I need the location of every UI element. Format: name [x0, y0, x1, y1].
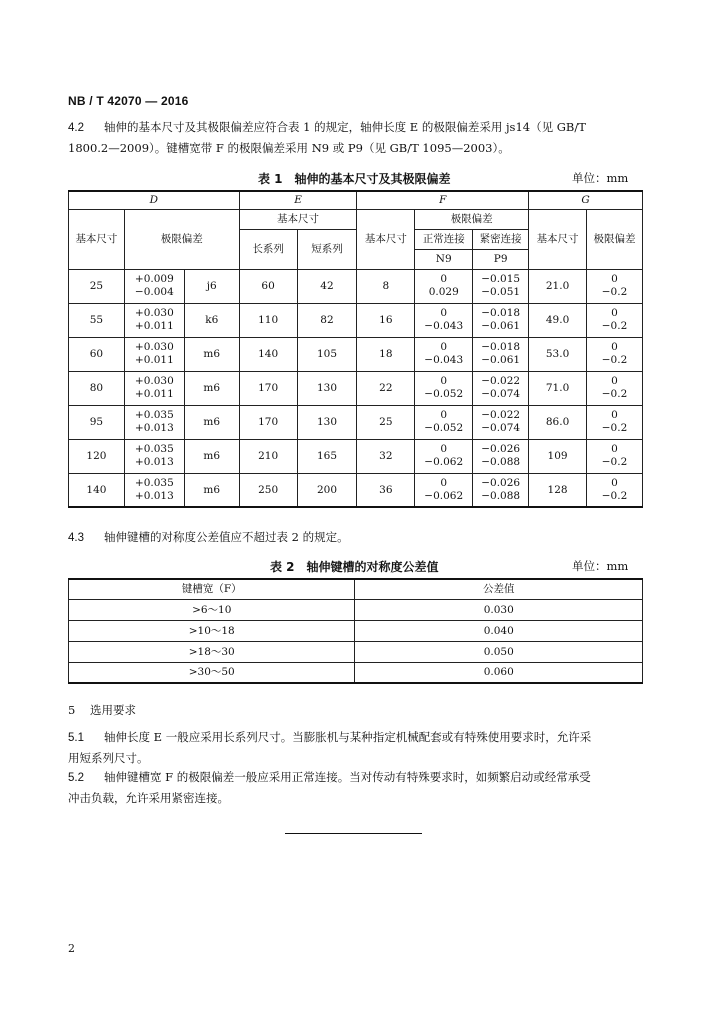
n9-deviation-cell: [415, 337, 473, 371]
end-rule: [285, 833, 422, 834]
header-g: G: [581, 194, 590, 207]
d-deviation-cell-upper: +0.035: [134, 476, 174, 489]
clause-number: 5.1: [68, 732, 84, 744]
n9-deviation-cell-lower: −0.062: [424, 456, 464, 468]
e-short-cell: 165: [297, 439, 357, 473]
f-basic-cell: 32: [357, 439, 415, 473]
p9-deviation-cell-lower: −0.074: [481, 388, 521, 400]
n9-deviation-cell-lower: −0.043: [424, 320, 464, 332]
d-deviation-cell-lower: +0.011: [134, 388, 174, 400]
g-deviation-cell-lower: −0.2: [601, 320, 628, 332]
g-deviation-cell-lower: −0.2: [601, 422, 628, 434]
section-title-text: 选用要求: [90, 703, 136, 717]
g-deviation-cell-lower: −0.2: [601, 354, 628, 366]
d-basic-cell: 120: [69, 439, 125, 473]
d-deviation-cell-upper: +0.030: [134, 307, 174, 319]
clause-text-line2: 1800.2—2009）。键槽宽带 F 的极限偏差采用 N9 或 P9（见 GB/T 1095—2003）。: [68, 141, 510, 155]
table1: [68, 190, 643, 508]
e-short-cell: 130: [297, 371, 357, 405]
p9-deviation-cell: [473, 405, 529, 439]
table2-row: [69, 662, 643, 683]
table1-row: [69, 473, 643, 507]
table2: [68, 578, 643, 684]
header-f-basic: 基本尺寸: [357, 209, 415, 269]
header-g-basic: 基本尺寸: [529, 209, 587, 269]
e-short-cell: 82: [297, 303, 357, 337]
p9-deviation-cell-upper: −0.026: [481, 443, 521, 455]
tolerance-value: 0.060: [355, 662, 643, 683]
e-long-cell: 170: [239, 405, 297, 439]
g-deviation-cell: [587, 371, 643, 405]
keyway-width-range: >18～30: [69, 641, 355, 662]
g-deviation-cell-upper: 0: [611, 273, 618, 285]
clause-5-2: [68, 767, 646, 808]
table1-row: [69, 405, 643, 439]
g-deviation-cell-upper: 0: [611, 375, 618, 387]
n9-deviation-cell: [415, 371, 473, 405]
p9-deviation-cell-upper: −0.022: [481, 375, 521, 387]
header-f-dev: 极限偏差: [415, 209, 529, 229]
e-long-cell: 210: [239, 439, 297, 473]
d-deviation-cell: [124, 337, 184, 371]
n9-deviation-cell-upper: 0: [440, 375, 448, 387]
n9-deviation-cell-upper: 0: [440, 443, 448, 455]
clause-text-line1: 轴伸的基本尺寸及其极限偏差应符合表 1 的规定，轴伸长度 E 的极限偏差采用 js14（见 GB/T: [104, 120, 586, 134]
clause-number: 4.2: [68, 122, 84, 134]
p9-deviation-cell: [473, 269, 529, 303]
e-short-cell: 42: [297, 269, 357, 303]
table2-header-width: 键槽宽（F）: [69, 579, 355, 599]
p9-deviation-cell-upper: −0.018: [481, 341, 521, 353]
n9-deviation-cell-upper: 0: [440, 476, 448, 489]
d-basic-cell: 55: [69, 303, 125, 337]
g-deviation-cell: [587, 303, 643, 337]
d-fit-cell: m6: [184, 405, 239, 439]
p9-deviation-cell-upper: −0.022: [481, 409, 521, 421]
d-basic-cell: 95: [69, 405, 125, 439]
g-deviation-cell: [587, 473, 643, 507]
header-n9: N9: [415, 249, 473, 269]
g-basic-cell: 53.0: [529, 337, 587, 371]
p9-deviation-cell-lower: −0.061: [481, 354, 521, 366]
table1-row: [69, 269, 643, 303]
d-fit-cell: m6: [184, 439, 239, 473]
d-deviation-cell-upper: +0.035: [134, 409, 174, 421]
n9-deviation-cell-lower: −0.043: [424, 354, 464, 366]
clause-text-line1: 轴伸长度 E 一般应采用长系列尺寸。当膨胀机与某种指定机械配套或有特殊使用要求时，允许采: [104, 730, 592, 744]
n9-deviation-cell-upper: 0: [440, 341, 448, 353]
g-basic-cell: 21.0: [529, 269, 587, 303]
table2-caption: 表 2 轴伸键槽的对称度公差值: [270, 560, 439, 574]
p9-deviation-cell: [473, 371, 529, 405]
d-fit-cell: m6: [184, 371, 239, 405]
d-deviation-cell: [124, 439, 184, 473]
p9-deviation-cell-lower: −0.061: [481, 320, 521, 332]
f-basic-cell: 25: [357, 405, 415, 439]
clause-text-line1: 轴伸键槽宽 F 的极限偏差一般应采用正常连接。当对传动有特殊要求时，如频繁启动或经常承受: [104, 770, 591, 784]
standard-code: NB / T 42070 — 2016: [68, 94, 189, 108]
d-deviation-cell-lower: +0.013: [134, 489, 174, 502]
g-deviation-cell-lower: −0.2: [601, 489, 628, 502]
g-deviation-cell-upper: 0: [611, 307, 618, 319]
d-deviation-cell-lower: +0.011: [134, 320, 174, 332]
g-basic-cell: 128: [529, 473, 587, 507]
d-deviation-cell-upper: +0.009: [134, 273, 174, 285]
g-basic-cell: 49.0: [529, 303, 587, 337]
header-p9: P9: [473, 249, 529, 269]
d-deviation-cell-lower: −0.004: [134, 286, 174, 298]
n9-deviation-cell-upper: 0: [440, 307, 448, 319]
d-deviation-cell-upper: +0.035: [134, 443, 174, 455]
g-basic-cell: 71.0: [529, 371, 587, 405]
f-basic-cell: 8: [357, 269, 415, 303]
table1-group-header-row: [69, 191, 643, 209]
g-basic-cell: 109: [529, 439, 587, 473]
tolerance-value: 0.040: [355, 620, 643, 641]
p9-deviation-cell-upper: −0.018: [481, 307, 521, 319]
d-deviation-cell-lower: +0.011: [134, 354, 174, 366]
d-deviation-cell: [124, 269, 184, 303]
table2-row: [69, 641, 643, 662]
tolerance-value: 0.030: [355, 599, 643, 620]
d-basic-cell: 80: [69, 371, 125, 405]
e-long-cell: 250: [239, 473, 297, 507]
p9-deviation-cell-lower: −0.074: [481, 422, 521, 434]
table1-unit: 单位：mm: [572, 171, 629, 185]
g-deviation-cell-upper: 0: [611, 443, 618, 455]
g-deviation-cell-lower: −0.2: [601, 286, 628, 298]
section-5-title: [68, 702, 136, 718]
table2-row: [69, 620, 643, 641]
header-d-dev: 极限偏差: [124, 209, 239, 269]
d-deviation-cell: [124, 473, 184, 507]
clause-text-line2: 冲击负载，允许采用紧密连接。: [68, 791, 229, 805]
e-long-cell: 170: [239, 371, 297, 405]
p9-deviation-cell-upper: −0.015: [481, 273, 521, 285]
n9-deviation-cell-lower: −0.062: [424, 489, 464, 502]
header-f-normal: 正常连接: [415, 229, 473, 249]
e-short-cell: 105: [297, 337, 357, 371]
d-fit-cell: j6: [184, 269, 239, 303]
n9-deviation-cell: [415, 439, 473, 473]
table2-unit: 单位：mm: [572, 559, 629, 573]
d-fit-cell: m6: [184, 337, 239, 371]
d-basic-cell: 140: [69, 473, 125, 507]
n9-deviation-cell-lower: −0.052: [424, 422, 464, 434]
table1-row: [69, 303, 643, 337]
g-deviation-cell-upper: 0: [611, 341, 618, 353]
p9-deviation-cell: [473, 337, 529, 371]
n9-deviation-cell: [415, 303, 473, 337]
keyway-width-range: >10～18: [69, 620, 355, 641]
clause-number: 4.3: [68, 532, 84, 544]
d-basic-cell: 60: [69, 337, 125, 371]
header-e-long: 长系列: [239, 229, 297, 269]
table1-row: [69, 439, 643, 473]
f-basic-cell: 16: [357, 303, 415, 337]
n9-deviation-cell-upper: 0: [440, 273, 448, 285]
table1-caption: 表 1 轴伸的基本尺寸及其极限偏差: [258, 172, 451, 186]
d-deviation-cell: [124, 371, 184, 405]
d-fit-cell: k6: [184, 303, 239, 337]
f-basic-cell: 22: [357, 371, 415, 405]
clause-4-3: [68, 527, 646, 548]
d-deviation-cell-upper: +0.030: [134, 375, 174, 387]
header-d-basic: 基本尺寸: [69, 209, 125, 269]
n9-deviation-cell-lower: 0.029: [428, 286, 459, 298]
clause-number: 5.2: [68, 772, 84, 784]
tolerance-value: 0.050: [355, 641, 643, 662]
g-deviation-cell: [587, 269, 643, 303]
table1-row: [69, 337, 643, 371]
d-fit-cell: m6: [184, 473, 239, 507]
g-deviation-cell-upper: 0: [611, 409, 618, 421]
p9-deviation-cell: [473, 473, 529, 507]
n9-deviation-cell: [415, 269, 473, 303]
e-short-cell: 200: [297, 473, 357, 507]
page-number: 2: [68, 942, 75, 955]
p9-deviation-cell-lower: −0.088: [481, 489, 521, 502]
e-long-cell: 60: [239, 269, 297, 303]
header-e-basic: 基本尺寸: [239, 209, 357, 229]
table2-row: [69, 599, 643, 620]
d-deviation-cell: [124, 303, 184, 337]
d-deviation-cell-lower: +0.013: [134, 456, 174, 468]
clause-text: 轴伸键槽的对称度公差值应不超过表 2 的规定。: [104, 530, 349, 544]
n9-deviation-cell: [415, 473, 473, 507]
d-basic-cell: 25: [69, 269, 125, 303]
keyway-width-range: >30～50: [69, 662, 355, 683]
g-deviation-cell-lower: −0.2: [601, 456, 628, 468]
table1-row: [69, 371, 643, 405]
d-deviation-cell: [124, 405, 184, 439]
g-deviation-cell-upper: 0: [611, 476, 618, 489]
p9-deviation-cell-lower: −0.088: [481, 456, 521, 468]
p9-deviation-cell: [473, 303, 529, 337]
d-deviation-cell-upper: +0.030: [134, 341, 174, 353]
section-number: 5: [68, 703, 76, 717]
header-d: D: [149, 194, 159, 207]
keyway-width-range: >6～10: [69, 599, 355, 620]
f-basic-cell: 18: [357, 337, 415, 371]
d-deviation-cell-lower: +0.013: [134, 422, 174, 434]
header-g-dev: 极限偏差: [587, 209, 643, 269]
clause-4-2: [68, 117, 646, 158]
header-f: F: [439, 194, 447, 207]
p9-deviation-cell-upper: −0.026: [481, 476, 521, 489]
clause-5-1: [68, 727, 646, 768]
p9-deviation-cell-lower: −0.051: [481, 286, 521, 298]
g-deviation-cell-lower: −0.2: [601, 388, 628, 400]
header-f-tight: 紧密连接: [473, 229, 529, 249]
n9-deviation-cell-lower: −0.052: [424, 388, 464, 400]
header-e-short: 短系列: [297, 229, 357, 269]
clause-text-line2: 用短系列尺寸。: [68, 751, 149, 765]
table2-header-value: 公差值: [355, 579, 643, 599]
n9-deviation-cell: [415, 405, 473, 439]
f-basic-cell: 36: [357, 473, 415, 507]
e-short-cell: 130: [297, 405, 357, 439]
g-deviation-cell: [587, 405, 643, 439]
p9-deviation-cell: [473, 439, 529, 473]
n9-deviation-cell-upper: 0: [440, 409, 448, 421]
g-deviation-cell: [587, 337, 643, 371]
e-long-cell: 110: [239, 303, 297, 337]
header-e: E: [294, 194, 302, 207]
g-deviation-cell: [587, 439, 643, 473]
e-long-cell: 140: [239, 337, 297, 371]
g-basic-cell: 86.0: [529, 405, 587, 439]
